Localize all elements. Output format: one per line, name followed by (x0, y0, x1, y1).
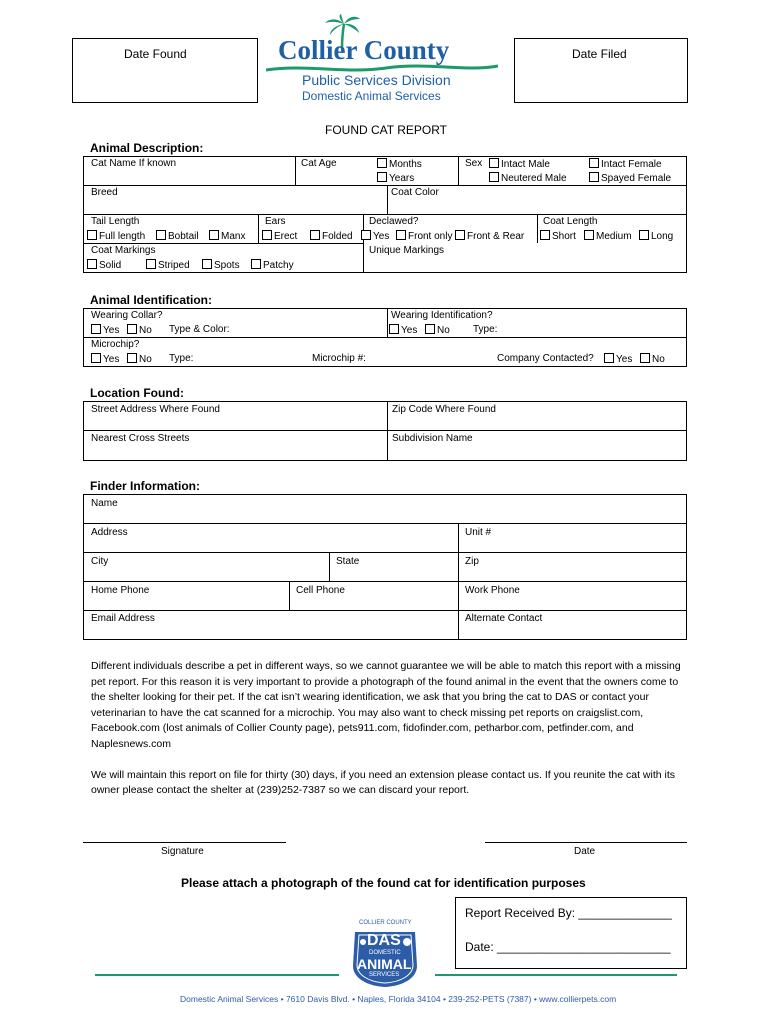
paragraph-retention: We will maintain this report on file for thirty (30) days, if you need an extension please contact us. If you reunite the cat with its owner please contact the shelter at (239)252-7387 so we can discard your report. (91, 768, 676, 797)
microchip-label: Microchip? (91, 339, 140, 350)
info-paragraphs (91, 659, 681, 814)
type-color-label: Type & Color: (169, 324, 230, 335)
coat-markings-label: Coat Markings (91, 245, 156, 256)
checkbox[interactable] (604, 353, 614, 363)
checkbox[interactable] (389, 324, 399, 334)
coat-length-label: Coat Length (543, 216, 598, 227)
cell-phone-label[interactable]: Cell Phone (296, 585, 345, 596)
breed-label: Breed (91, 187, 118, 198)
solid-option[interactable]: Solid (87, 259, 121, 272)
signature-label: Signature (161, 846, 204, 857)
report-title: FOUND CAT REPORT (325, 123, 448, 137)
checkbox[interactable] (91, 353, 101, 363)
checkbox[interactable] (425, 324, 435, 334)
checkbox[interactable] (127, 324, 137, 334)
finder-information-table (83, 494, 687, 640)
logo-division: Domestic Animal Services (302, 89, 441, 103)
checkbox[interactable] (589, 172, 599, 182)
checkbox[interactable] (639, 230, 649, 240)
full-length-option[interactable]: Full length (87, 230, 145, 243)
logo-title: Collier County (278, 35, 450, 65)
checkbox[interactable] (146, 259, 156, 269)
folded-option[interactable]: Folded (310, 230, 353, 243)
street-address-label[interactable]: Street Address Where Found (91, 404, 220, 415)
checkbox[interactable] (209, 230, 219, 240)
months-option[interactable]: Months (377, 158, 422, 171)
das-logo-mid: DAS (367, 932, 401, 949)
finder-unit-label[interactable]: Unit # (465, 527, 492, 538)
spayed-female-option[interactable]: Spayed Female (589, 172, 671, 185)
footer-rule-right (435, 974, 677, 976)
spots-option[interactable]: Spots (202, 259, 240, 272)
finder-information-heading: Finder Information: (90, 479, 200, 493)
checkbox[interactable] (377, 158, 387, 168)
declawed-yes-option[interactable]: Yes (361, 230, 389, 243)
medium-option[interactable]: Medium (584, 230, 632, 243)
checkbox[interactable] (489, 158, 499, 168)
neutered-male-option[interactable]: Neutered Male (489, 172, 567, 185)
long-option[interactable]: Long (639, 230, 673, 243)
intact-male-option[interactable]: Intact Male (489, 158, 550, 171)
photo-note: Please attach a photograph of the found cat for identification purposes (181, 876, 586, 890)
home-phone-label[interactable]: Home Phone (91, 585, 150, 596)
microchip-type-label: Type: (169, 353, 194, 364)
years-option[interactable]: Years (377, 172, 414, 185)
alternate-contact-label[interactable]: Alternate Contact (465, 613, 543, 624)
bobtail-option[interactable]: Bobtail (156, 230, 199, 243)
company-yes-option[interactable]: Yes (604, 353, 632, 366)
work-phone-label[interactable]: Work Phone (465, 585, 520, 596)
wearing-collar-label: Wearing Collar? (91, 310, 163, 321)
finder-city-label[interactable]: City (91, 556, 109, 567)
checkbox[interactable] (377, 172, 387, 182)
footer-rule-left (95, 974, 339, 976)
checkbox[interactable] (202, 259, 212, 269)
microchip-yes-option[interactable]: Yes (91, 353, 119, 366)
das-logo-county: COLLIER COUNTY (359, 920, 412, 926)
checkbox[interactable] (87, 230, 97, 240)
erect-option[interactable]: Erect (262, 230, 297, 243)
front-only-option[interactable]: Front only (396, 230, 452, 243)
received-date-label: Date: __________________________ (465, 940, 671, 954)
das-logo (345, 920, 425, 988)
wearing-identification-label: Wearing Identification? (391, 310, 493, 321)
checkbox[interactable] (361, 230, 371, 240)
striped-option[interactable]: Striped (146, 259, 190, 272)
checkbox[interactable] (640, 353, 650, 363)
patchy-option[interactable]: Patchy (251, 259, 294, 272)
checkbox[interactable] (489, 172, 499, 182)
checkbox[interactable] (251, 259, 261, 269)
checkbox[interactable] (540, 230, 550, 240)
finder-name-label[interactable]: Name (91, 498, 118, 509)
das-logo-domestic: DOMESTIC (369, 950, 401, 956)
microchip-number-label: Microchip #: (312, 353, 366, 364)
animal-identification-heading: Animal Identification: (90, 293, 213, 307)
checkbox[interactable] (589, 158, 599, 168)
identification-type-label: Type: (473, 324, 498, 335)
cross-streets-label[interactable]: Nearest Cross Streets (91, 433, 190, 444)
cat-name-label: Cat Name If known (91, 158, 177, 169)
checkbox[interactable] (396, 230, 406, 240)
subdivision-label[interactable]: Subdivision Name (392, 433, 473, 444)
logo-subtitle: Public Services Division (302, 72, 451, 88)
das-logo-services: SERVICES (369, 972, 400, 978)
declawed-label: Declawed? (369, 216, 419, 227)
collier-county-logo (264, 14, 500, 104)
checkbox[interactable] (91, 324, 101, 334)
company-contacted-label: Company Contacted? (497, 353, 594, 364)
date-signature-line[interactable] (485, 842, 687, 843)
front-rear-option[interactable]: Front & Rear (455, 230, 524, 243)
tail-length-label: Tail Length (91, 216, 140, 227)
animal-description-heading: Animal Description: (90, 141, 204, 155)
checkbox[interactable] (584, 230, 594, 240)
company-no-option[interactable]: No (640, 353, 665, 366)
short-option[interactable]: Short (540, 230, 576, 243)
collar-no-option[interactable]: No (127, 324, 152, 337)
footer-address: Domestic Animal Services • 7610 Davis Blvd. • Naples, Florida 34104 • 239-252-PETS (7387) • www.collierpets.com (180, 994, 617, 1004)
email-address-label[interactable]: Email Address (91, 613, 155, 624)
unique-markings-label: Unique Markings (369, 245, 445, 256)
microchip-no-option[interactable]: No (127, 353, 152, 366)
cat-age-label: Cat Age (301, 158, 337, 169)
checkbox[interactable] (87, 259, 97, 269)
ears-label: Ears (265, 216, 286, 227)
report-received-label: Report Received By: ______________ (465, 906, 672, 920)
checkbox[interactable] (127, 353, 137, 363)
finder-address-label[interactable]: Address (91, 527, 128, 538)
identification-no-option[interactable]: No (425, 324, 450, 337)
checkbox[interactable] (156, 230, 166, 240)
signature-line[interactable] (83, 842, 286, 843)
coat-color-label: Coat Color (391, 187, 439, 198)
finder-zip-label[interactable]: Zip (465, 556, 479, 567)
identification-yes-option[interactable]: Yes (389, 324, 417, 337)
das-logo-animal: ANIMAL (357, 956, 412, 972)
manx-option[interactable]: Manx (209, 230, 245, 243)
collar-yes-option[interactable]: Yes (91, 324, 119, 337)
date-signature-label: Date (574, 846, 596, 857)
date-found-label: Date Found (124, 47, 187, 61)
intact-female-option[interactable]: Intact Female (589, 158, 662, 171)
checkbox[interactable] (262, 230, 272, 240)
checkbox[interactable] (455, 230, 465, 240)
paragraph-matching: Different individuals describe a pet in different ways, so we cannot guarantee we will be able to match this report with a missing pet report. For this reason it is very important to provide a photograph of the found animal in the event that the owners come to the shelter looking for their pet. If the cat isn’t wearing identification, we ask that you bring the cat to DAS or contact your veterinarian to have the cat scanned for a microchip. You may also want to check missing pet reports on craigslist.com, Facebook.com (lost animals of Collier County page), pets911.com, fidofinder.com, petharbor.com, petfinder.com, and Naplesnews.com (91, 660, 681, 750)
sex-label: Sex (465, 158, 483, 169)
date-filed-label: Date Filed (572, 47, 627, 61)
location-found-heading: Location Found: (90, 386, 184, 400)
checkbox[interactable] (310, 230, 320, 240)
zip-code-label[interactable]: Zip Code Where Found (392, 404, 496, 415)
finder-state-label[interactable]: State (336, 556, 360, 567)
